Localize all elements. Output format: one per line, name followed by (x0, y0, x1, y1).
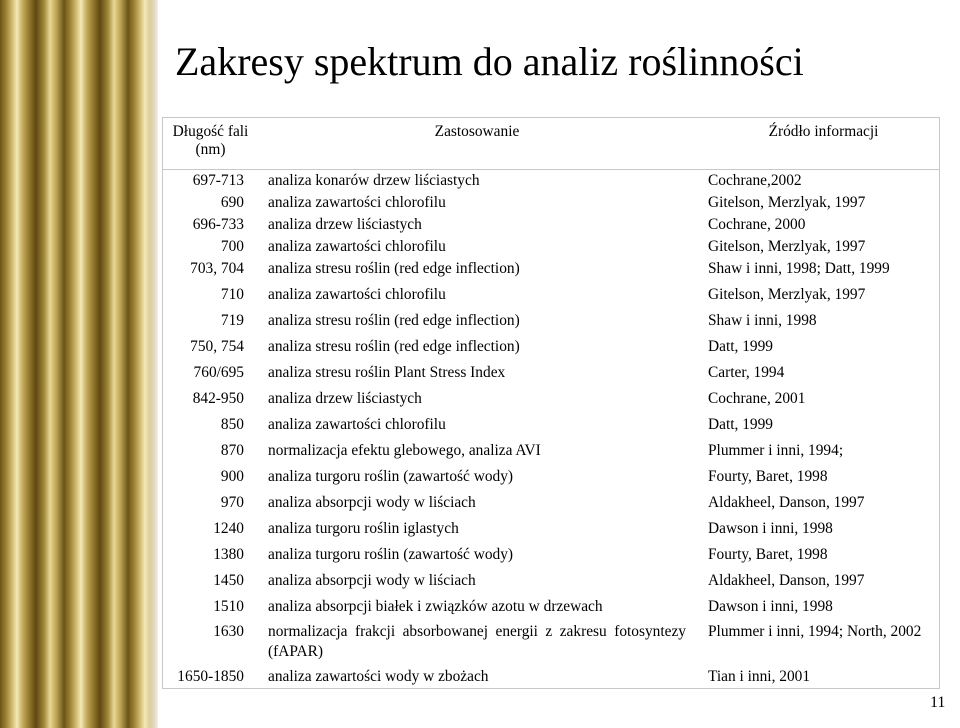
table-row (163, 410, 940, 436)
cell-application: analiza stresu roślin (red edge inflection) (268, 312, 520, 329)
table-row (163, 306, 940, 332)
table-row (163, 280, 940, 306)
table-row (163, 436, 940, 462)
table-row (163, 258, 940, 280)
header-application: Zastosowanie (434, 123, 520, 140)
cell-source: Gitelson, Merzlyak, 1997 (708, 238, 866, 255)
cell-wavelength: 1510 (213, 598, 244, 615)
table-row (163, 332, 940, 358)
table-row (163, 170, 940, 193)
cell-wavelength: 850 (220, 416, 244, 433)
cell-source: Gitelson, Merzlyak, 1997 (708, 286, 866, 303)
table-row (163, 214, 940, 236)
table-row (163, 358, 940, 384)
cell-source: Cochrane, 2001 (708, 390, 806, 407)
table-row (163, 592, 940, 618)
cell-application: analiza zawartości chlorofilu (268, 286, 446, 303)
cell-wavelength: 870 (220, 442, 244, 459)
cell-source: Shaw i inni, 1998 (708, 312, 817, 329)
cell-application: analiza absorpcji wody w liściach (268, 494, 476, 511)
cell-source: Carter, 1994 (708, 364, 785, 381)
cell-application: analiza absorpcji białek i związków azotu w drzewach (268, 598, 603, 615)
cell-application: analiza stresu roślin (red edge inflection) (268, 338, 520, 355)
header-source: Źródło informacji (768, 123, 879, 140)
cell-source: Fourty, Baret, 1998 (708, 468, 828, 485)
cell-application: analiza stresu roślin (red edge inflection) (268, 260, 520, 277)
cell-wavelength: 1630 (213, 623, 244, 640)
cell-wavelength: 719 (220, 312, 244, 329)
table-row (163, 540, 940, 566)
cell-wavelength: 696-733 (192, 216, 244, 233)
cell-application: analiza konarów drzew liściastych (268, 172, 480, 189)
page-number: 11 (930, 694, 946, 711)
cell-source: Dawson i inni, 1998 (708, 598, 833, 615)
cell-wavelength: 697-713 (192, 172, 244, 189)
cell-wavelength: 750, 754 (190, 338, 244, 355)
cell-source: Cochrane, 2000 (708, 216, 806, 233)
cell-source: Aldakheel, Danson, 1997 (708, 494, 865, 511)
cell-wavelength: 710 (220, 286, 244, 303)
cell-application: analiza zawartości chlorofilu (268, 194, 446, 211)
cell-wavelength: 1650-1850 (177, 668, 244, 685)
table-header-row (163, 118, 940, 170)
table-row (163, 192, 940, 214)
slide-title: Zakresy spektrum do analiz roślinności (175, 39, 804, 84)
cell-source: Fourty, Baret, 1998 (708, 546, 828, 563)
cell-source: Plummer i inni, 1994; North, 2002 (708, 623, 922, 640)
cell-wavelength: 1450 (213, 572, 244, 589)
cell-source: Datt, 1999 (708, 338, 773, 355)
cell-application: analiza drzew liściastych (268, 216, 422, 233)
cell-wavelength: 690 (220, 194, 244, 211)
table-row (163, 566, 940, 592)
header-wavelength: Długość fali (nm) (172, 123, 249, 158)
table-row (163, 488, 940, 514)
gold-curtain-decoration (0, 0, 158, 728)
table-row (163, 618, 940, 662)
cell-source: Datt, 1999 (708, 416, 773, 433)
cell-application: analiza drzew liściastych (268, 390, 422, 407)
cell-application: analiza zawartości chlorofilu (268, 238, 446, 255)
table-row (163, 462, 940, 488)
spectrum-table (162, 117, 940, 689)
cell-wavelength: 900 (220, 468, 244, 485)
table-row (163, 384, 940, 410)
cell-application: analiza turgoru roślin (zawartość wody) (268, 468, 514, 485)
cell-application: analiza absorpcji wody w liściach (268, 572, 476, 589)
table-row (163, 662, 940, 689)
cell-wavelength: 700 (220, 238, 244, 255)
cell-wavelength: 760/695 (193, 364, 244, 381)
cell-source: Shaw i inni, 1998; Datt, 1999 (708, 260, 890, 277)
cell-source: Aldakheel, Danson, 1997 (708, 572, 865, 589)
cell-source: Cochrane,2002 (708, 172, 802, 189)
cell-source: Tian i inni, 2001 (708, 668, 811, 685)
table-row (163, 514, 940, 540)
cell-source: Plummer i inni, 1994; (708, 442, 844, 459)
cell-application: analiza stresu roślin Plant Stress Index (268, 364, 506, 381)
table-row (163, 236, 940, 258)
cell-wavelength: 703, 704 (190, 260, 244, 277)
cell-wavelength: 1380 (213, 546, 244, 563)
cell-application: analiza zawartości chlorofilu (268, 416, 446, 433)
cell-source: Dawson i inni, 1998 (708, 520, 833, 537)
cell-application: analiza zawartości wody w zbożach (268, 668, 489, 685)
cell-application: analiza turgoru roślin iglastych (268, 520, 459, 537)
cell-source: Gitelson, Merzlyak, 1997 (708, 194, 866, 211)
cell-wavelength: 842-950 (192, 390, 244, 407)
cell-wavelength: 970 (220, 494, 244, 511)
cell-application: normalizacja efektu glebowego, analiza AVI (268, 442, 541, 459)
cell-application: analiza turgoru roślin (zawartość wody) (268, 546, 514, 563)
cell-wavelength: 1240 (213, 520, 244, 537)
cell-application: normalizacja frakcji absorbowanej energii z zakresu fotosyntezy (fAPAR) (268, 623, 686, 660)
